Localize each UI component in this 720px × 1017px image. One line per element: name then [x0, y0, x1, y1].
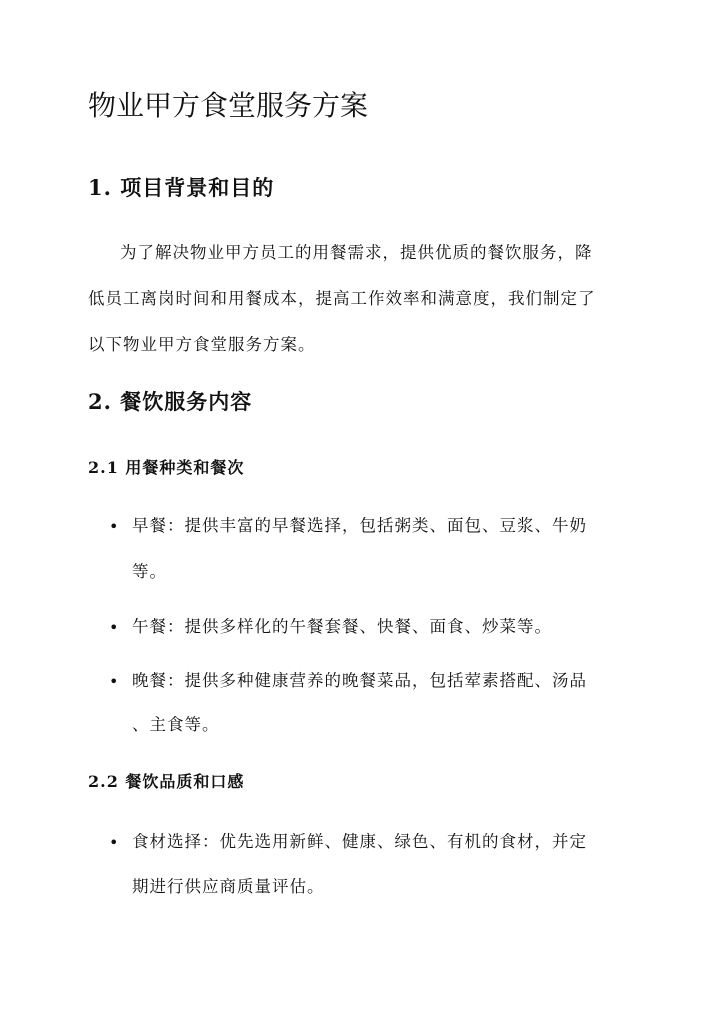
list-item-breakfast-line-2: 等。: [132, 562, 167, 581]
subsection-2-1-heading: 2.1 用餐种类和餐次: [88, 458, 245, 477]
list-item-ingredients-line-2: 期进行供应商质量评估。: [132, 877, 325, 896]
subsection-2-2-heading: 2.2 餐饮品质和口感: [88, 772, 245, 791]
list-item-dinner-line-1: 晚餐：提供多种健康营养的晚餐菜品，包括荤素搭配、汤品: [132, 671, 587, 690]
list-item-dinner-line-2: 、主食等。: [132, 715, 220, 734]
list-item-breakfast-line-1: 早餐：提供丰富的早餐选择，包括粥类、面包、豆浆、牛奶: [132, 516, 587, 535]
bullet-icon: •: [109, 618, 119, 637]
bullet-icon: •: [109, 517, 119, 536]
bullet-icon: •: [109, 833, 119, 852]
list-item-ingredients-line-1: 食材选择：优先选用新鲜、健康、绿色、有机的食材，并定: [132, 832, 587, 851]
list-item-lunch-line-1: 午餐：提供多样化的午餐套餐、快餐、面食、炒菜等。: [132, 617, 552, 636]
section-1-paragraph-line-2: 低员工离岗时间和用餐成本，提高工作效率和满意度，我们制定了: [88, 289, 596, 308]
document-title: 物业甲方食堂服务方案: [88, 89, 369, 122]
section-1-heading: 1. 项目背景和目的: [88, 175, 275, 200]
section-2-heading: 2. 餐饮服务内容: [88, 389, 253, 414]
section-1-paragraph-line-1: 为了解决物业甲方员工的用餐需求，提供优质的餐饮服务，降: [120, 243, 593, 262]
section-1-paragraph-line-3: 以下物业甲方食堂服务方案。: [88, 335, 316, 354]
bullet-icon: •: [109, 672, 119, 691]
